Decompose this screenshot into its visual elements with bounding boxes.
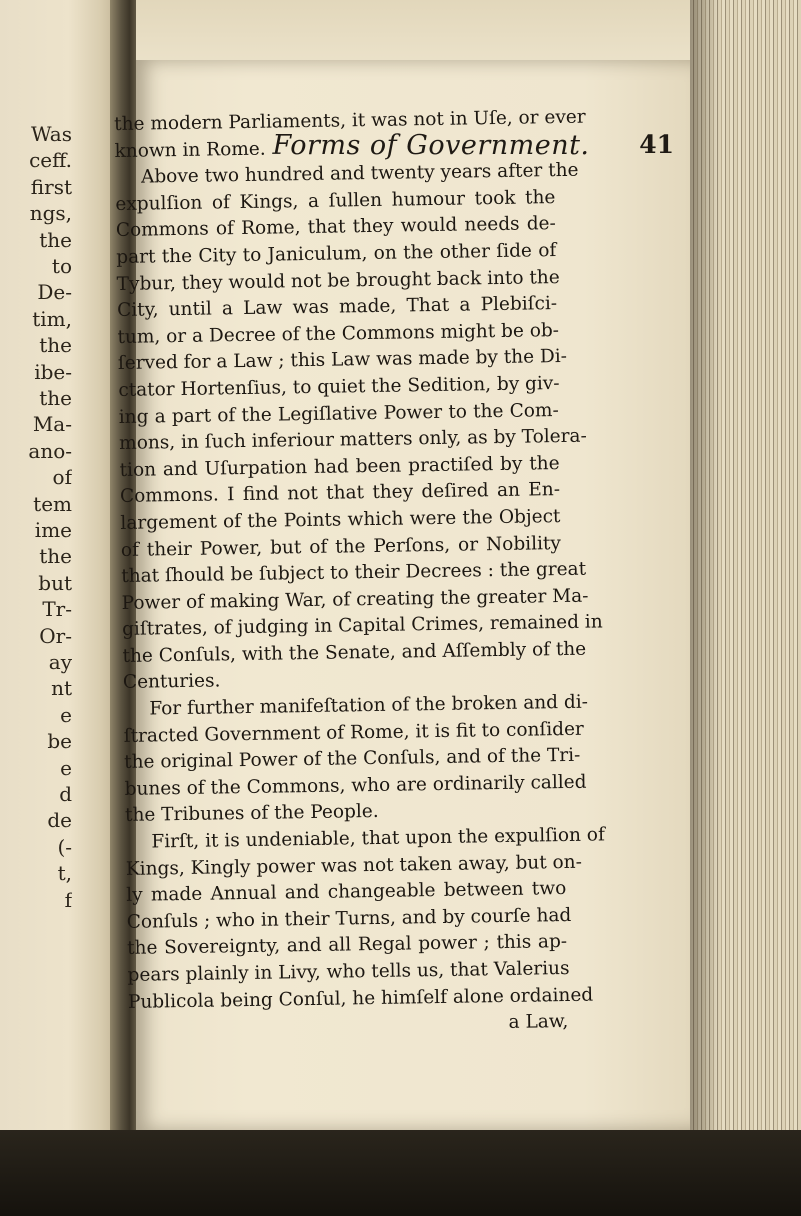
text-line: the Tribunes of the People. — [124, 801, 379, 827]
text-line: ing a part of the Legiſlative Power to the Com- — [118, 399, 559, 428]
facing-page-fragment: de — [47, 808, 72, 833]
facing-page-fragment: (- — [57, 834, 72, 859]
text-line: the original Power of the Conſuls, and of the Tri- — [124, 745, 581, 774]
text-line: giſtrates, of judging in Capital Crimes, remained in — [121, 611, 603, 641]
text-line: Firſt, it is undeniable, that upon the expulſion of — [151, 824, 606, 853]
facing-page-fragment: the — [39, 227, 72, 252]
page-number: 41 — [639, 130, 674, 159]
facing-page-fragment: be — [47, 729, 72, 754]
text-line: ctator Hortenſius, to quiet the Sedition, by giv- — [118, 372, 560, 401]
text-line: expulſion of Kings, a ſullen humour took the — [115, 186, 556, 215]
facing-page-fragment: the — [39, 333, 72, 358]
text-line: Publicola being Conſul, he himſelf alone ordained — [127, 984, 594, 1013]
facing-page-fragment: ime — [34, 518, 72, 542]
text-line: Tybur, they would not be brought back into the — [116, 266, 560, 295]
text-line: tion and Uſurpation had been practiſed by the — [119, 452, 560, 481]
facing-page-fragment: t, — [57, 861, 72, 886]
facing-page-fragment: Tr- — [42, 597, 72, 622]
text-line: a Law, — [508, 1011, 569, 1034]
text-line: known in Rome. — [114, 138, 266, 162]
text-line: that ſhould be ſubject to their Decrees : the great — [121, 558, 587, 588]
facing-page-fragment: ano- — [28, 438, 72, 463]
text-line: of their Power, but of the Perſons, or Nobility — [120, 532, 561, 561]
facing-page-fragment: tim, — [32, 306, 72, 331]
text-line: Commons. I find not that they deſired an En- — [119, 479, 561, 508]
text-line: ſerved for a Law ; this Law was made by the Di- — [117, 346, 568, 375]
text-line: ly made Annual and changeable between two — [126, 878, 567, 907]
facing-page-fragment: but — [38, 570, 72, 595]
background-surface — [0, 1130, 801, 1216]
text-line: Conſuls ; who in their Turns, and by courſe had — [126, 904, 572, 933]
body-text — [114, 105, 606, 1043]
facing-page-fragment: Or- — [39, 623, 72, 648]
text-line: Kings, Kingly power was not taken away, but on- — [125, 851, 583, 880]
facing-page-fragment: f — [64, 887, 72, 912]
facing-page-fragment: tem — [33, 491, 72, 516]
facing-page-fragment: d — [59, 782, 72, 806]
text-line: Commons of Rome, that they would needs de- — [115, 213, 556, 242]
text-line: For further manifeſtation of the broken and di- — [149, 691, 589, 720]
text-line: Power of making War, of creating the greater Ma- — [121, 585, 589, 614]
text-line: the modern Parliaments, it was not in Uſe, or ever — [114, 106, 586, 135]
text-line: mons, in ſuch inferiour matters only, as by Tolera- — [119, 425, 587, 455]
text-line: the Sovereignty, and all Regal power ; this ap- — [126, 931, 568, 960]
text-line: the Conſuls, with the Senate, and Aſſembly of the — [122, 638, 587, 667]
facing-page-fragment: ibe- — [34, 359, 72, 384]
facing-page-fragment: ceff. — [29, 148, 72, 173]
text-line: Above two hundred and twenty years after the — [140, 159, 579, 188]
facing-page-fragment: to — [51, 254, 72, 278]
page-edge-shadow — [690, 0, 720, 1130]
text-line: ſtracted Government of Rome, it is fit to conſider — [123, 718, 584, 747]
facing-page-fragment: Was — [30, 122, 72, 146]
facing-page-fragment: e — [60, 702, 72, 727]
facing-page-fragment: nt — [51, 676, 72, 701]
running-title: Forms of Government. — [272, 130, 590, 161]
text-line: Centuries. — [122, 670, 221, 694]
facing-page-fragment: ay — [48, 650, 72, 674]
facing-page-fragment: e — [60, 755, 72, 780]
text-line: tum, or a Decree of the Commons might be ob- — [117, 319, 560, 348]
facing-page-fragment: first — [30, 174, 72, 199]
facing-page-fragment: De- — [37, 280, 72, 305]
facing-page-fragment: of — [52, 465, 72, 490]
facing-page-fragment: the — [39, 386, 72, 410]
facing-page-fragment: Ma- — [32, 412, 72, 437]
text-line: pears plainly in Livy, who tells us, that Valerius — [127, 957, 570, 986]
text-line: City, until a Law was made, That a Plebiſci- — [116, 293, 558, 322]
text-line: part the City to Janiculum, on the other ſide of — [116, 240, 557, 268]
facing-page-fragment: the — [39, 544, 72, 569]
facing-page-fragment: ngs, — [29, 201, 72, 226]
text-line: largement of the Points which were the Object — [120, 505, 561, 534]
text-line: bunes of the Commons, who are ordinarily called — [124, 771, 587, 800]
